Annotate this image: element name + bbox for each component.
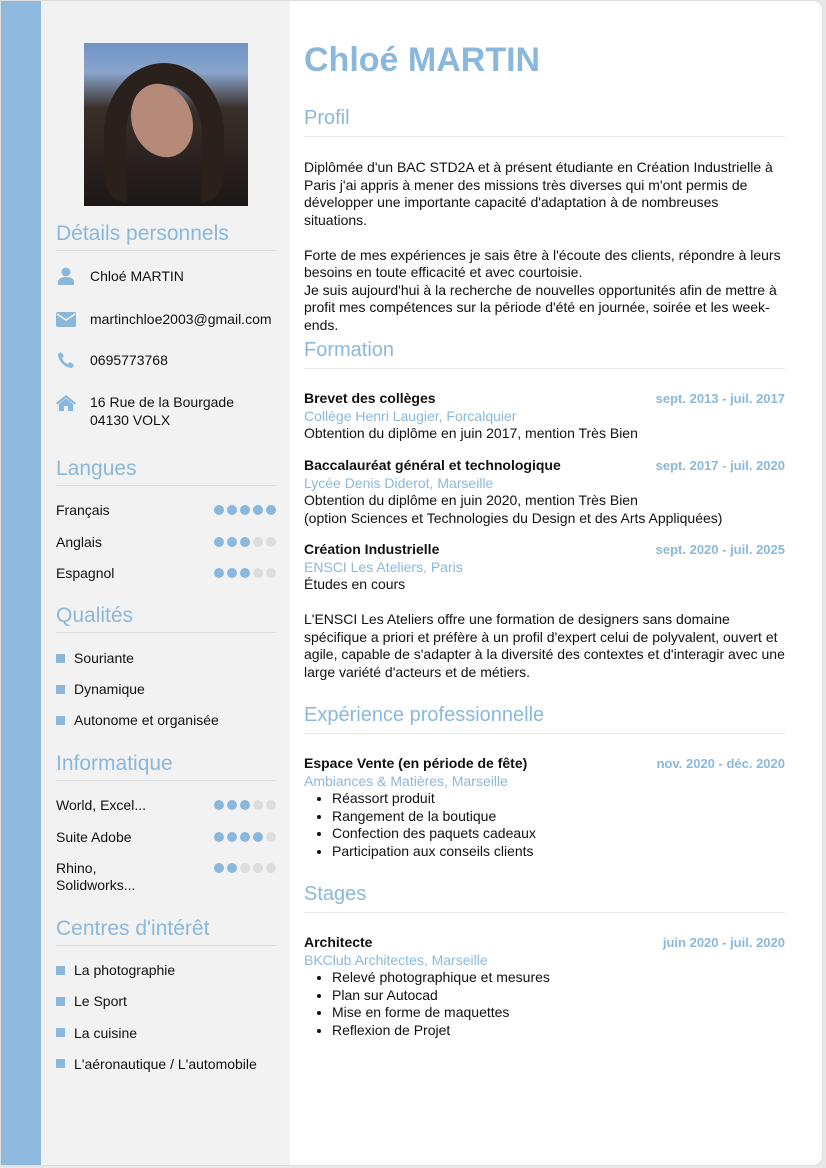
list-item — [56, 681, 145, 697]
square-bullet-icon — [56, 1059, 65, 1068]
entry — [304, 755, 785, 860]
level-dot — [227, 800, 237, 810]
square-bullet-icon — [56, 685, 65, 694]
entry — [304, 934, 785, 1039]
skill-level-dots — [214, 565, 276, 582]
level-dot — [214, 505, 224, 515]
entry-title: Création Industrielle — [304, 541, 440, 557]
detail-text: Chloé MARTIN — [90, 268, 184, 284]
list-item-text: Souriante — [74, 650, 134, 666]
entry-organization: Collège Henri Laugier, Forcalquier — [304, 407, 517, 424]
address-line1: 16 Rue de la Bourgade — [90, 394, 234, 410]
level-dot — [214, 800, 224, 810]
skill-name: Espagnol — [56, 565, 115, 581]
level-dot — [240, 863, 250, 873]
entry-description: (option Sciences et Technologies du Design et des Arts Appliquées) — [304, 509, 723, 526]
profile-paragraph: Je suis aujourd'hui à la recherche de nouvelles opportunités afin de mettre à profit mes compétences sur la période d'été en journée, soirée et les week-ends. — [304, 281, 777, 333]
level-dot — [266, 568, 276, 578]
home-icon — [56, 393, 76, 411]
list-item — [56, 1025, 137, 1041]
entry — [304, 541, 785, 594]
entry — [304, 457, 785, 527]
entry-title: Espace Vente (en période de fête) — [304, 755, 528, 771]
profile-photo — [84, 43, 248, 206]
education-note: L'ENSCI Les Ateliers offre une formation de designers sans domaine spécifique a priori et préfère à un profil d'expert celui de polyvalent, ouvert et agile, capable de s'adapter à la diversité des contextes et d'interagir avec une large variété d'acteurs et de métiers. — [304, 611, 785, 680]
entry-dates: sept. 2013 - juil. 2017 — [655, 391, 785, 406]
level-dot — [266, 863, 276, 873]
skill-name: Anglais — [56, 533, 102, 550]
entry-title: Brevet des collèges — [304, 390, 436, 406]
list-item-text: Dynamique — [74, 681, 145, 697]
level-dot — [240, 800, 250, 810]
bullet-item: • Relevé photographique et mesures — [332, 969, 785, 987]
list-item-text: La cuisine — [74, 1024, 138, 1041]
level-dot — [266, 537, 276, 547]
bullet-item: • Reflexion de Projet — [332, 1022, 785, 1040]
skill-name: Français — [56, 502, 110, 518]
skill-row — [56, 797, 276, 814]
level-dot — [266, 832, 276, 842]
profile-text — [304, 159, 785, 334]
square-bullet-icon — [56, 966, 65, 975]
detail-phone — [56, 351, 168, 369]
skill-row — [56, 860, 276, 894]
level-dot — [227, 568, 237, 578]
square-bullet-icon — [56, 654, 65, 663]
detail-email — [56, 310, 272, 328]
entry-dates: sept. 2020 - juil. 2025 — [655, 542, 785, 557]
list-item — [56, 712, 219, 728]
address-line2: 04130 VOLX — [90, 412, 171, 428]
skill-row — [56, 565, 276, 582]
level-dot — [253, 863, 263, 873]
level-dot — [240, 505, 250, 515]
level-dot — [253, 568, 263, 578]
entry-bullets — [332, 969, 785, 1039]
level-dot — [227, 832, 237, 842]
level-dot — [214, 537, 224, 547]
entry — [304, 390, 785, 443]
level-dot — [227, 537, 237, 547]
skill-row — [56, 534, 276, 551]
entry-header — [304, 457, 785, 475]
skill-level-dots — [214, 797, 276, 814]
entry-header — [304, 755, 785, 773]
email-link[interactable]: martinchloe2003@gmail.com — [90, 311, 272, 327]
level-dot — [253, 505, 263, 515]
entry-organization: BKClub Architectes, Marseille — [304, 951, 488, 968]
entry-organization: Ambiances & Matières, Marseille — [304, 772, 508, 789]
entry-header — [304, 390, 785, 408]
square-bullet-icon — [56, 716, 65, 725]
entry-header — [304, 541, 785, 559]
profile-heading: Profil — [304, 107, 785, 137]
entry-header — [304, 934, 785, 952]
bullet-item: • Rangement de la boutique — [332, 808, 785, 826]
accent-stripe — [1, 1, 41, 1165]
level-dot — [240, 832, 250, 842]
detail-name — [56, 267, 184, 285]
phone-icon — [56, 351, 76, 369]
list-item — [56, 993, 127, 1009]
skill-name: Suite Adobe — [56, 828, 132, 845]
skill-row — [56, 502, 276, 519]
skill-level-dots — [214, 502, 276, 519]
level-dot — [266, 800, 276, 810]
skill-row — [56, 829, 276, 846]
skill-level-dots — [214, 829, 276, 846]
languages-heading: Langues — [56, 457, 276, 486]
skill-level-dots — [214, 860, 276, 894]
address-text — [90, 393, 234, 429]
entry-description: Obtention du diplôme en juin 2020, mention Très Bien — [304, 492, 638, 508]
experience-heading: Expérience professionnelle — [304, 704, 785, 734]
entry-dates: juin 2020 - juil. 2020 — [662, 935, 785, 950]
skill-name: World, Excel... — [56, 797, 146, 813]
level-dot — [214, 568, 224, 578]
level-dot — [227, 863, 237, 873]
interests-heading: Centres d'intérêt — [56, 917, 276, 946]
skill-name: Rhino, Solidworks... — [56, 860, 136, 893]
level-dot — [227, 505, 237, 515]
entry-description: Obtention du diplôme en juin 2017, mention Très Bien — [304, 425, 638, 441]
detail-text: 0695773768 — [90, 352, 168, 368]
page-title: Chloé MARTIN — [304, 41, 541, 79]
level-dot — [214, 863, 224, 873]
internships-heading: Stages — [304, 883, 785, 913]
entry-organization: ENSCI Les Ateliers, Paris — [304, 558, 463, 575]
list-item — [56, 1056, 257, 1072]
level-dot — [240, 537, 250, 547]
square-bullet-icon — [56, 1028, 65, 1037]
bullet-item: • Confection des paquets cadeaux — [332, 825, 785, 843]
user-icon — [56, 267, 76, 285]
list-item — [56, 962, 175, 978]
level-dot — [240, 568, 250, 578]
list-item-text: Autonome et organisée — [74, 712, 219, 728]
profile-paragraph: Diplômée d'un BAC STD2A et à présent étudiante en Création Industrielle à Paris j'ai appris à mener des missions très diverses qui m'ont permis de développer une importante capacité d'adaptation à de nombreuses situations. — [304, 159, 773, 228]
detail-address — [56, 393, 234, 429]
entry-bullets — [332, 790, 785, 860]
entry-organization: Lycée Denis Diderot, Marseille — [304, 474, 494, 491]
level-dot — [214, 832, 224, 842]
level-dot — [253, 800, 263, 810]
level-dot — [253, 832, 263, 842]
qualities-heading: Qualités — [56, 604, 276, 633]
entry-dates: nov. 2020 - déc. 2020 — [656, 756, 785, 771]
skill-level-dots — [214, 534, 276, 551]
bullet-item: • Plan sur Autocad — [332, 987, 785, 1005]
education-heading: Formation — [304, 339, 785, 369]
sidebar — [41, 1, 290, 1165]
bullet-item: • Réassort produit — [332, 790, 785, 808]
entry-title: Architecte — [304, 934, 373, 950]
list-item-text: Le Sport — [74, 993, 127, 1010]
list-item — [56, 650, 134, 666]
level-dot — [253, 537, 263, 547]
entry-dates: sept. 2017 - juil. 2020 — [655, 458, 785, 473]
list-item-text: La photographie — [74, 962, 176, 978]
envelope-icon — [56, 310, 76, 328]
level-dot — [266, 505, 276, 515]
entry-description: Études en cours — [304, 576, 406, 592]
bullet-item: • Mise en forme de maquettes — [332, 1004, 785, 1022]
list-item-text: L'aéronautique / L'automobile — [74, 1055, 257, 1072]
square-bullet-icon — [56, 997, 65, 1006]
details-heading: Détails personnels — [56, 222, 276, 251]
it-heading: Informatique — [56, 752, 276, 781]
profile-paragraph: Forte de mes expériences je sais être à l'écoute des clients, répondre à leurs besoins en toute efficacité et avec courtoisie. — [304, 246, 781, 280]
entry-title: Baccalauréat général et technologique — [304, 457, 561, 473]
bullet-item: • Participation aux conseils clients — [332, 843, 785, 861]
